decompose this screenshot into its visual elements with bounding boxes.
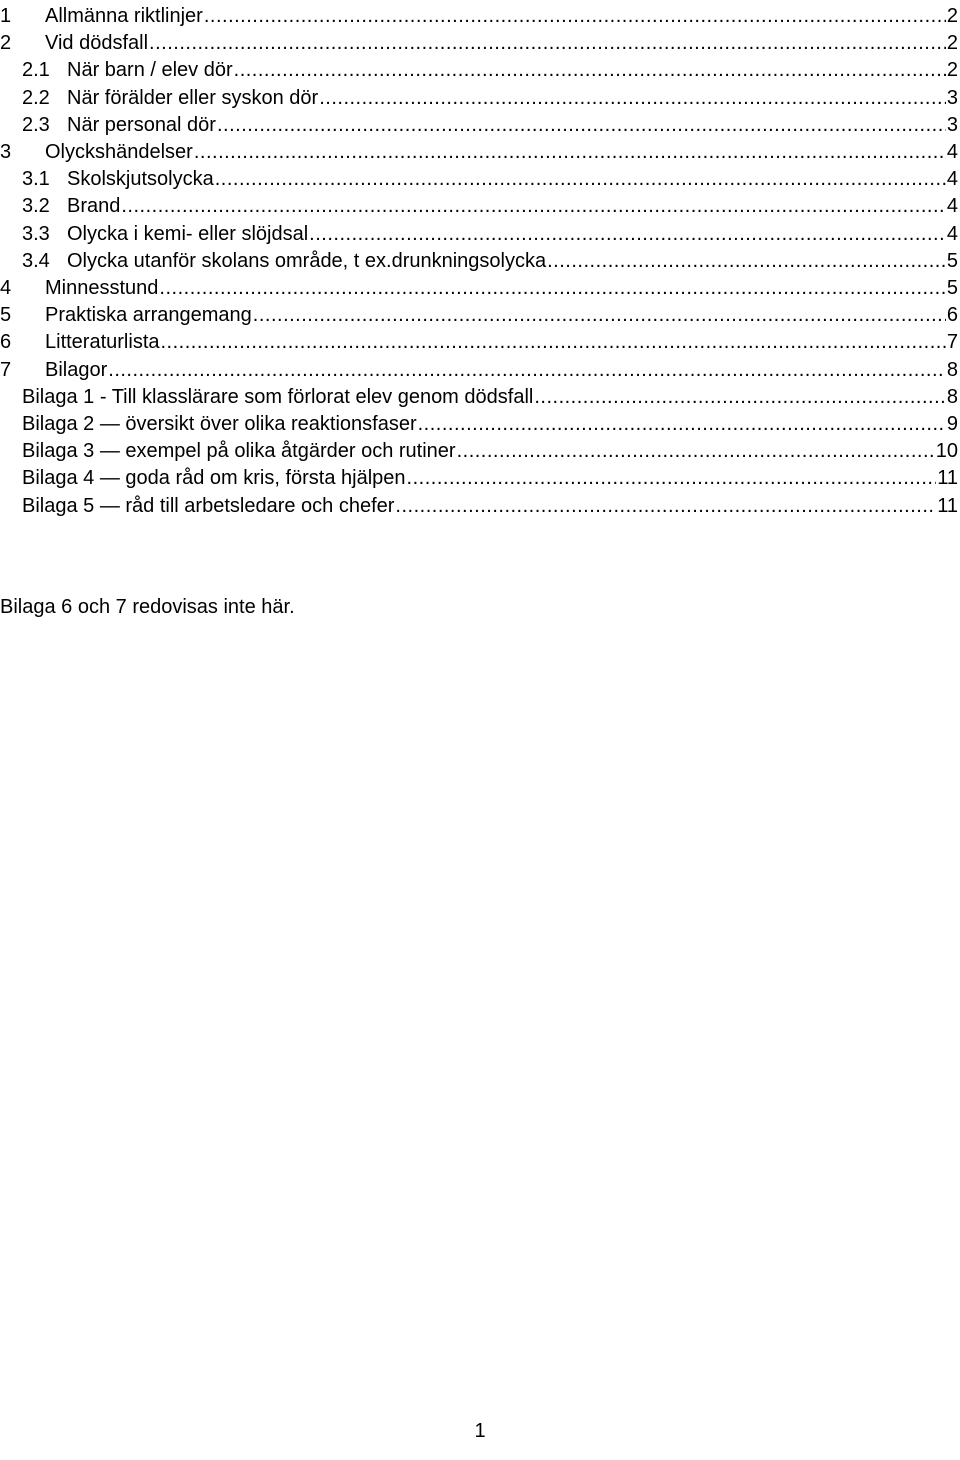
toc-entry-title: Olycka utanför skolans område, t ex.drunkningsolycka <box>67 249 547 272</box>
toc-entry-number: 3 <box>0 141 12 163</box>
toc-entry[interactable] <box>22 462 958 489</box>
toc-entry-number: 3.2 <box>22 195 50 218</box>
toc-entry-page: 11 <box>937 494 958 517</box>
toc-entry-leader-dots <box>309 223 946 245</box>
page-number: 1 <box>474 1420 486 1442</box>
toc-entry[interactable] <box>22 54 958 81</box>
toc-entry-title: Bilagor <box>45 358 108 381</box>
toc-entry-title: Bilaga 2 — översikt över olika reaktionsfaser <box>22 413 417 435</box>
toc-entry-leader-dots <box>234 59 946 81</box>
toc-entry-number: 2.1 <box>22 59 50 82</box>
toc-entry-leader-dots <box>395 495 936 517</box>
toc-entry-number: 6 <box>0 331 12 354</box>
toc-entry-leader-dots <box>121 195 946 217</box>
toc-entry-page: 5 <box>946 277 958 299</box>
toc-entry-page: 8 <box>946 385 958 408</box>
toc-entry-title: Bilaga 5 — råd till arbetsledare och chefer <box>22 494 395 517</box>
toc-entry-number: 2 <box>0 32 12 55</box>
toc-entry-title: Bilaga 1 - Till klasslärare som förlorat elev genom dödsfall <box>22 385 534 408</box>
toc-entry-number: 3.4 <box>22 249 50 272</box>
toc-entry[interactable] <box>22 163 958 190</box>
toc-entry-number: 2.2 <box>22 86 50 109</box>
toc-entry-number: 3.1 <box>22 168 50 191</box>
toc-entry-leader-dots <box>161 331 946 353</box>
toc-entry-page: 4 <box>946 222 958 245</box>
toc-entry-leader-dots <box>418 413 946 435</box>
toc-entry-page: 8 <box>946 358 958 381</box>
toc-entry-leader-dots <box>407 467 937 489</box>
toc-entry-title: Minnesstund <box>45 277 159 299</box>
toc-entry[interactable] <box>22 82 958 109</box>
toc-entry-page: 6 <box>946 304 958 327</box>
toc-entry-title: Allmänna riktlinjer <box>45 5 203 27</box>
toc-entry[interactable] <box>22 245 958 272</box>
toc-entry-page: 4 <box>946 141 958 163</box>
toc-entry-leader-dots <box>215 168 946 190</box>
toc-entry-page: 5 <box>946 249 958 272</box>
toc-entry-page: 4 <box>946 195 958 218</box>
toc-entry-number: 2.3 <box>22 113 50 136</box>
toc-entry-page: 2 <box>946 5 958 27</box>
toc-entry-title: Olyckshändelser <box>45 141 193 163</box>
toc-entry-number: 5 <box>0 304 12 327</box>
toc-entry[interactable] <box>22 490 958 517</box>
toc-entry[interactable] <box>22 408 958 435</box>
toc-entry-leader-dots <box>547 250 946 272</box>
toc-entry[interactable] <box>0 136 958 163</box>
toc-entry-number: 1 <box>0 5 12 27</box>
toc-entry-leader-dots <box>194 141 946 163</box>
toc-entry[interactable] <box>0 299 958 326</box>
toc-entry-page: 4 <box>946 168 958 191</box>
toc-entry-title: Bilaga 4 — goda råd om kris, första hjälpen <box>22 467 406 490</box>
toc-entry-page: 2 <box>946 32 958 55</box>
toc-entry-number: 4 <box>0 277 12 299</box>
toc-entry-leader-dots <box>534 386 946 408</box>
toc-entry-number: 7 <box>0 358 12 381</box>
toc-entry-leader-dots <box>108 359 946 381</box>
toc-entry-leader-dots <box>319 87 946 109</box>
toc-entry[interactable] <box>22 218 958 245</box>
toc-entry-leader-dots <box>217 114 946 136</box>
toc-entry[interactable] <box>0 326 958 353</box>
toc-entry[interactable] <box>0 0 958 27</box>
toc-entry-title: Vid dödsfall <box>45 32 149 55</box>
toc-entry-title: Brand <box>67 195 121 218</box>
toc-entry-number: 3.3 <box>22 222 50 245</box>
toc-entry-title: Skolskjutsolycka <box>67 168 214 191</box>
toc-entry[interactable] <box>0 272 958 299</box>
toc-entry-title: När personal dör <box>67 113 216 136</box>
toc-entry-title: När förälder eller syskon dör <box>67 86 319 109</box>
toc-entry[interactable] <box>22 109 958 136</box>
toc-entry-page: 3 <box>946 113 958 136</box>
appendix-note: Bilaga 6 och 7 redovisas inte här. <box>0 596 295 618</box>
toc-entry-title: Olycka i kemi- eller slöjdsal <box>67 222 309 245</box>
toc-entry-leader-dots <box>149 32 946 54</box>
toc-entry-page: 3 <box>946 86 958 109</box>
toc-entry-leader-dots <box>204 5 946 27</box>
toc-entry-title: Praktiska arrangemang <box>45 304 252 327</box>
toc-entry-title: Bilaga 3 — exempel på olika åtgärder och rutiner <box>22 440 456 463</box>
toc-entry-leader-dots <box>253 304 946 326</box>
toc-entry-page: 11 <box>937 467 958 490</box>
toc-entry[interactable] <box>22 381 958 408</box>
toc-entry[interactable] <box>0 354 958 381</box>
toc-entry-page: 7 <box>946 331 958 354</box>
toc-entry-page: 2 <box>946 59 958 82</box>
toc-entry-leader-dots <box>159 277 945 299</box>
toc-entry-page: 9 <box>946 413 958 435</box>
toc-entry-title: Litteraturlista <box>45 331 160 354</box>
toc-entry-leader-dots <box>457 440 935 462</box>
toc-entry-page: 10 <box>935 440 958 463</box>
toc-entry[interactable] <box>22 190 958 217</box>
toc-entry-title: När barn / elev dör <box>67 59 233 82</box>
toc-entry[interactable] <box>0 27 958 54</box>
toc-entry[interactable] <box>22 435 958 462</box>
